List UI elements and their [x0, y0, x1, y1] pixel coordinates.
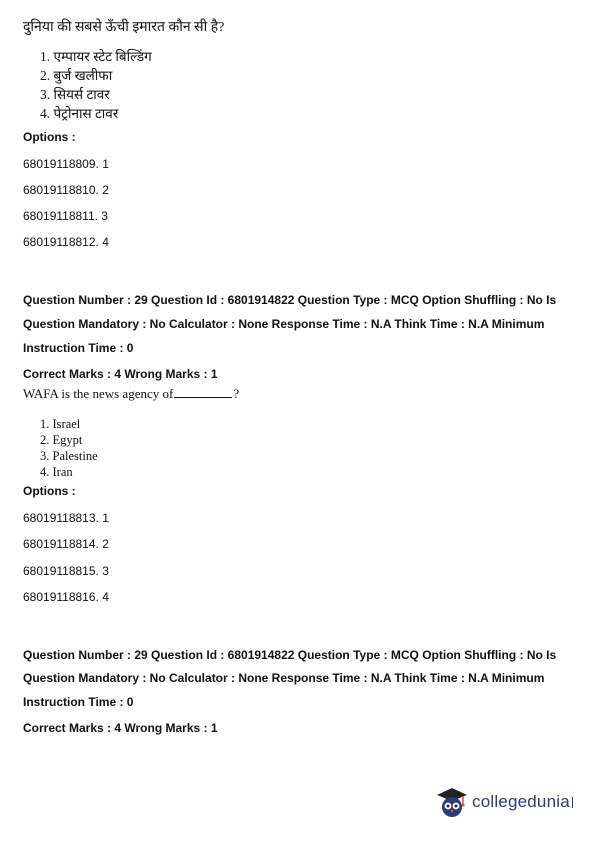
question-meta: Instruction Time : 0 — [23, 341, 134, 355]
choice-item: 4. Iran — [40, 465, 73, 479]
choice-item: 2. Egypt — [40, 433, 83, 447]
choice-list — [40, 416, 98, 480]
option-id: 68019118813. 1 — [23, 511, 109, 525]
question-meta: Instruction Time : 0 — [23, 695, 134, 709]
choice-item: 1. एम्पायर स्टेट बिल्डिंग — [40, 49, 152, 64]
question-meta: Question Mandatory : No Calculator : None Response Time : N.A Think Time : N.A Minimum — [23, 317, 545, 331]
options-label: Options : — [23, 130, 76, 144]
question-text — [23, 386, 239, 402]
question-text: दुनिया की सबसे ऊँची इमारत कौन सी है? — [23, 20, 225, 35]
choice-item: 1. Israel — [40, 417, 81, 431]
choice-item: 2. बुर्ज खलीफा — [40, 68, 113, 83]
choice-list — [40, 47, 152, 123]
option-id: 68019118816. 4 — [23, 590, 109, 604]
option-id: 68019118814. 2 — [23, 537, 109, 551]
question-meta: Question Number : 29 Question Id : 6801914822 Question Type : MCQ Option Shuffling : No Is — [23, 648, 557, 662]
question-text-part: ? — [233, 386, 240, 401]
choice-item: 4. पेट्रोनास टावर — [40, 106, 119, 121]
option-id: 68019118810. 2 — [23, 183, 109, 197]
option-id: 68019118812. 4 — [23, 235, 109, 249]
question-meta: Question Number : 29 Question Id : 6801914822 Question Type : MCQ Option Shuffling : No Is — [23, 293, 557, 307]
choice-item: 3. सियर्स टावर — [40, 87, 110, 102]
collegedunia-logo — [435, 782, 573, 822]
option-id: 68019118811. 3 — [23, 209, 108, 223]
graduate-owl-icon — [435, 785, 469, 819]
option-id: 68019118809. 1 — [23, 157, 109, 171]
marks-info: Correct Marks : 4 Wrong Marks : 1 — [23, 721, 218, 735]
question-meta: Question Mandatory : No Calculator : None Response Time : N.A Think Time : N.A Minimum — [23, 671, 545, 685]
options-label: Options : — [23, 484, 76, 498]
marks-info: Correct Marks : 4 Wrong Marks : 1 — [23, 367, 218, 381]
question-text-part: WAFA is the news agency of — [23, 386, 174, 401]
answer-blank — [174, 386, 232, 398]
option-id: 68019118815. 3 — [23, 564, 109, 578]
choice-item: 3. Palestine — [40, 449, 98, 463]
logo-text: collegedunia — [472, 792, 573, 812]
